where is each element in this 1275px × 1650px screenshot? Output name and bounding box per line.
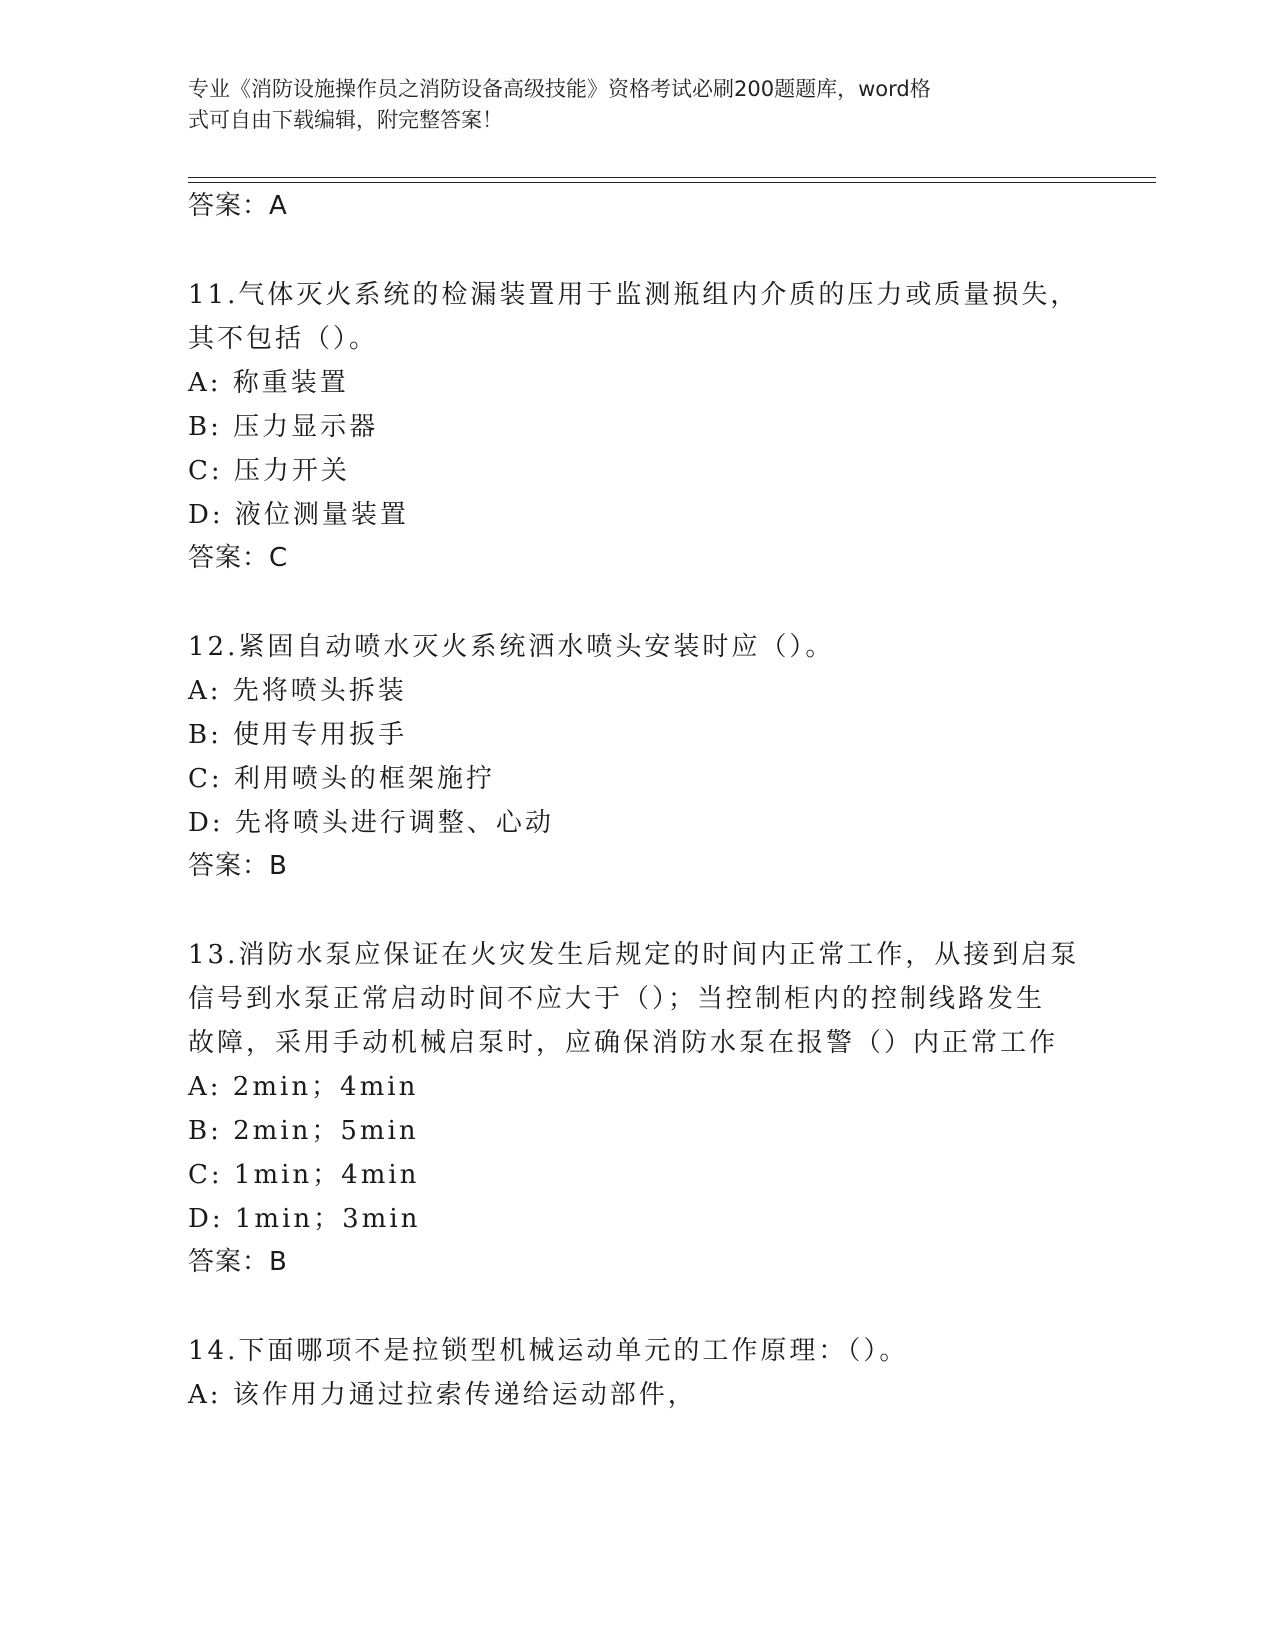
q13-stem-line-1: 13.消防水泵应保证在火灾发生后规定的时间内正常工作，从接到启泵 xyxy=(188,940,1080,970)
q11-stem-line-2: 其不包括（）。 xyxy=(188,324,379,354)
document-header xyxy=(188,74,1068,136)
q12-stem-line-1: 12.紧固自动喷水灭火系统洒水喷头安装时应（）。 xyxy=(188,632,835,662)
q13-option-b: B: 2min；5min xyxy=(188,1116,419,1146)
header-line-2: 式可自由下载编辑，附完整答案！ xyxy=(188,108,503,132)
q14-option-a: A: 该作用力通过拉索传递给运动部件， xyxy=(188,1380,697,1410)
answer-previous: 答案：A xyxy=(188,191,288,221)
q11-option-b: B: 压力显示器 xyxy=(188,412,379,442)
q11-answer: 答案：C xyxy=(188,543,289,573)
q12-option-d: D: 先将喷头进行调整、心动 xyxy=(188,808,554,838)
header-divider-bottom xyxy=(188,182,1156,183)
q11-option-a: A: 称重装置 xyxy=(188,368,349,398)
q12-option-a: A: 先将喷头拆装 xyxy=(188,676,407,706)
q13-stem-line-3: 故障，采用手动机械启泵时，应确保消防水泵在报警（）内正常工作 xyxy=(188,1028,1059,1058)
header-line-1: 专业《消防设施操作员之消防设备高级技能》资格考试必刷200题题库，word格 xyxy=(188,77,931,101)
q13-stem-line-2: 信号到水泵正常启动时间不应大于（）；当控制柜内的控制线路发生 xyxy=(188,984,1046,1014)
header-divider-top xyxy=(188,177,1156,178)
q12-option-c: C: 利用喷头的框架施拧 xyxy=(188,764,495,794)
q14-stem-line-1: 14.下面哪项不是拉锁型机械运动单元的工作原理：（）。 xyxy=(188,1336,909,1366)
q13-answer: 答案：B xyxy=(188,1247,288,1277)
q11-option-d: D: 液位测量装置 xyxy=(188,500,409,530)
q13-option-d: D: 1min；3min xyxy=(188,1204,421,1234)
q13-option-a: A: 2min；4min xyxy=(188,1072,419,1102)
q11-stem-line-1: 11.气体灭火系统的检漏装置用于监测瓶组内介质的压力或质量损失， xyxy=(188,280,1080,310)
q13-option-c: C: 1min；4min xyxy=(188,1160,420,1190)
q12-answer: 答案：B xyxy=(188,851,288,881)
q11-option-c: C: 压力开关 xyxy=(188,456,350,486)
q12-option-b: B: 使用专用扳手 xyxy=(188,720,408,750)
